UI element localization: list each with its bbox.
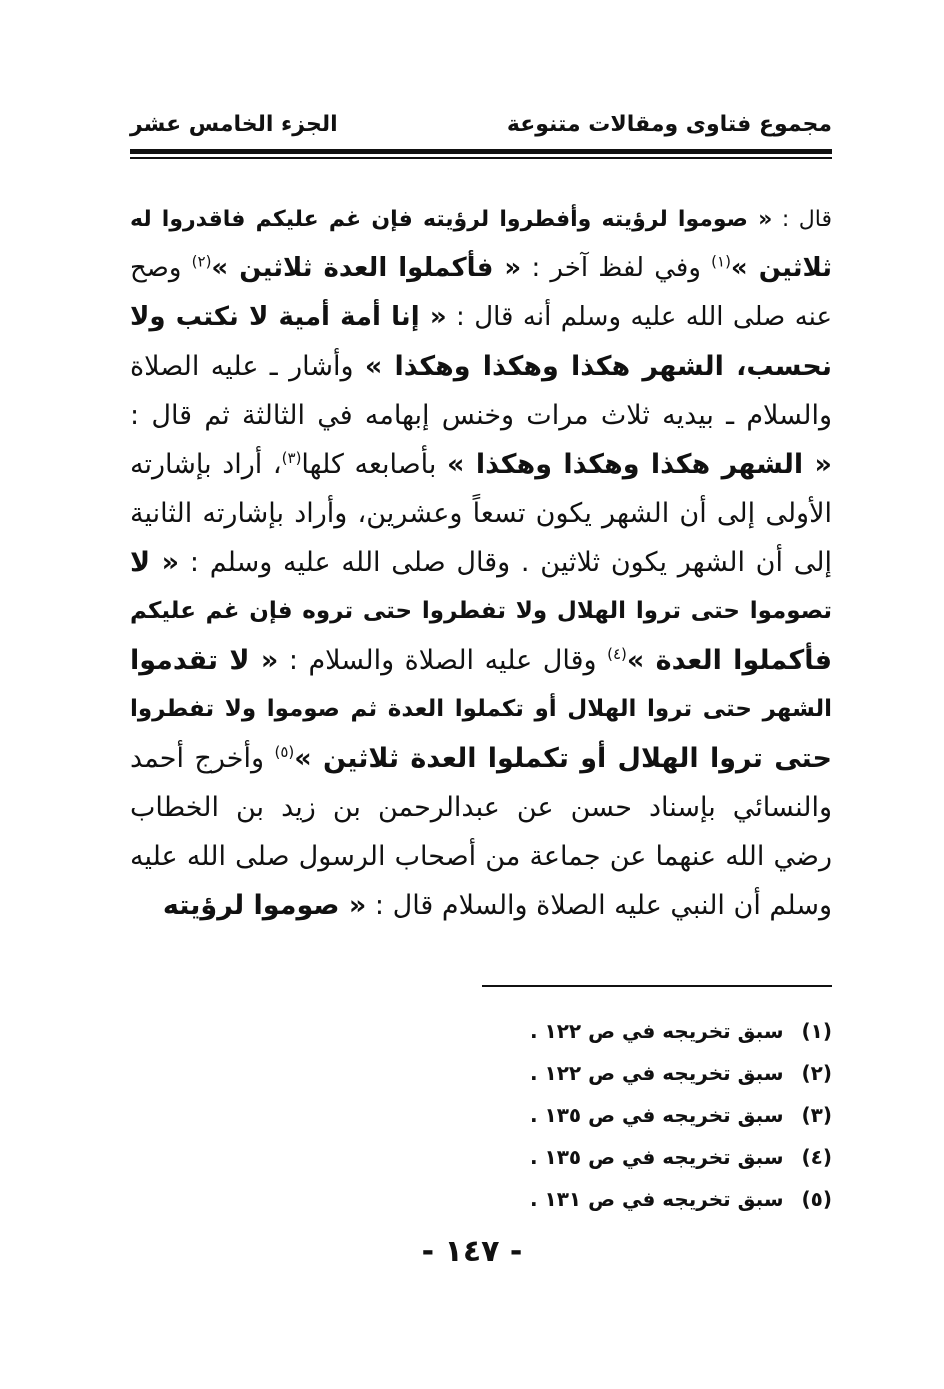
page-number: - ١٤٧ -	[421, 1234, 523, 1269]
text-line	[130, 881, 832, 930]
text-line	[130, 342, 832, 391]
footnote-ref: (٤)	[607, 645, 627, 663]
text-segment: والنسائي بإسناد حسن عن عبدالرحمن بن زيد بن الخطاب	[130, 792, 832, 823]
text-segment: وصح	[130, 253, 192, 283]
hadith-quote: الشهر حتى تروا الهلال أو تكملوا العدة ثم صوموا ولا تفطروا	[130, 696, 832, 722]
text-line	[130, 685, 832, 734]
footnote-item	[400, 1094, 832, 1136]
hadith-quote: نحسب، الشهر هكذا وهكذا وهكذا »	[364, 351, 832, 382]
hadith-quote: « فأكملوا العدة ثلاثين »	[211, 253, 522, 283]
text-segment: بأصابعه كلها	[301, 449, 448, 480]
footnote-item	[400, 1010, 832, 1052]
footnote-text: سبق تخريجه في ص ١٢٢ .	[529, 1019, 784, 1043]
hadith-quote: « صوموا لرؤيته وأفطروا لرؤيته فإن غم عليكم فاقدروا له	[130, 207, 773, 232]
hadith-quote: « لا	[130, 547, 180, 578]
footnote-number: (٤)	[801, 1145, 832, 1169]
text-segment: وأخرج أحمد	[130, 743, 275, 774]
text-segment: وفي لفظ آخر :	[521, 253, 712, 283]
hadith-quote: « صوموا لرؤيته	[162, 890, 367, 921]
text-line	[130, 783, 832, 832]
body-text	[130, 195, 832, 930]
footnote-ref: (٢)	[191, 252, 212, 271]
text-segment: والسلام ـ بيديه ثلاث مرات وخنس إبهامه في الثالثة ثم قال :	[130, 400, 832, 431]
footnote-number: (١)	[801, 1019, 832, 1043]
text-segment: قال :	[772, 207, 832, 232]
footnote-item	[400, 1178, 832, 1220]
text-segment: وأشار ـ عليه الصلاة	[130, 351, 365, 382]
header-rule-thin	[130, 157, 832, 159]
footnote-item	[400, 1052, 832, 1094]
footnote-number: (٢)	[801, 1061, 832, 1085]
footnote-text: سبق تخريجه في ص ١٣٥ .	[529, 1103, 784, 1127]
hadith-quote: تصوموا حتى تروا الهلال ولا تفطروا حتى تروه فإن غم عليكم	[130, 598, 832, 624]
footnote-ref: (٣)	[281, 449, 302, 467]
text-segment: رضي الله عنهما عن جماعة من أصحاب الرسول صلى الله عليه	[130, 841, 832, 872]
hadith-quote: حتى تروا الهلال أو تكملوا العدة ثلاثين »	[294, 743, 832, 774]
footnote-number: (٥)	[801, 1187, 832, 1211]
text-line	[130, 538, 832, 587]
header-rule-thick	[130, 149, 832, 154]
footnote-separator	[482, 985, 832, 987]
text-segment: وقال عليه الصلاة والسلام :	[278, 645, 608, 676]
hadith-quote: « إنا أمة أمية لا نكتب ولا	[130, 302, 447, 332]
text-line	[130, 293, 832, 342]
running-header	[130, 112, 832, 146]
text-segment: الأولى إلى أن الشهر يكون تسعاً وعشرين، وأراد بإشارته الثانية	[130, 498, 832, 529]
text-line	[130, 195, 832, 244]
hadith-quote: « الشهر هكذا وهكذا وهكذا »	[447, 449, 832, 480]
text-line	[130, 489, 832, 538]
footnotes	[400, 1010, 832, 1220]
footnote-text: سبق تخريجه في ص ١٣١ .	[529, 1187, 784, 1211]
text-segment: إلى أن الشهر يكون ثلاثين . وقال صلى الله عليه وسلم :	[179, 547, 832, 578]
text-segment: عنه صلى الله عليه وسلم أنه قال :	[446, 302, 832, 332]
hadith-quote: ثلاثين »	[730, 253, 833, 283]
text-line	[130, 391, 832, 440]
footnote-ref: (٥)	[274, 743, 295, 761]
text-line	[130, 244, 832, 293]
text-line	[130, 832, 832, 881]
footnote-ref: (١)	[711, 252, 731, 271]
footnote-item	[400, 1136, 832, 1178]
text-segment: ، أراد بإشارته	[130, 449, 282, 480]
text-line	[130, 636, 832, 685]
hadith-quote: « لا تقدموا	[130, 645, 279, 676]
footnote-text: سبق تخريجه في ص ١٣٥ .	[529, 1145, 784, 1169]
book-title: مجموع فتاوى ومقالات متنوعة	[506, 112, 832, 137]
text-line	[130, 440, 832, 489]
text-line	[130, 734, 832, 783]
hadith-quote: فأكملوا العدة »	[626, 645, 833, 676]
volume-label: الجزء الخامس عشر	[130, 112, 338, 137]
footnote-number: (٣)	[801, 1103, 832, 1127]
text-line	[130, 587, 832, 636]
text-segment: وسلم أن النبي عليه الصلاة والسلام قال :	[366, 890, 832, 921]
footnote-text: سبق تخريجه في ص ١٢٢ .	[529, 1061, 784, 1085]
